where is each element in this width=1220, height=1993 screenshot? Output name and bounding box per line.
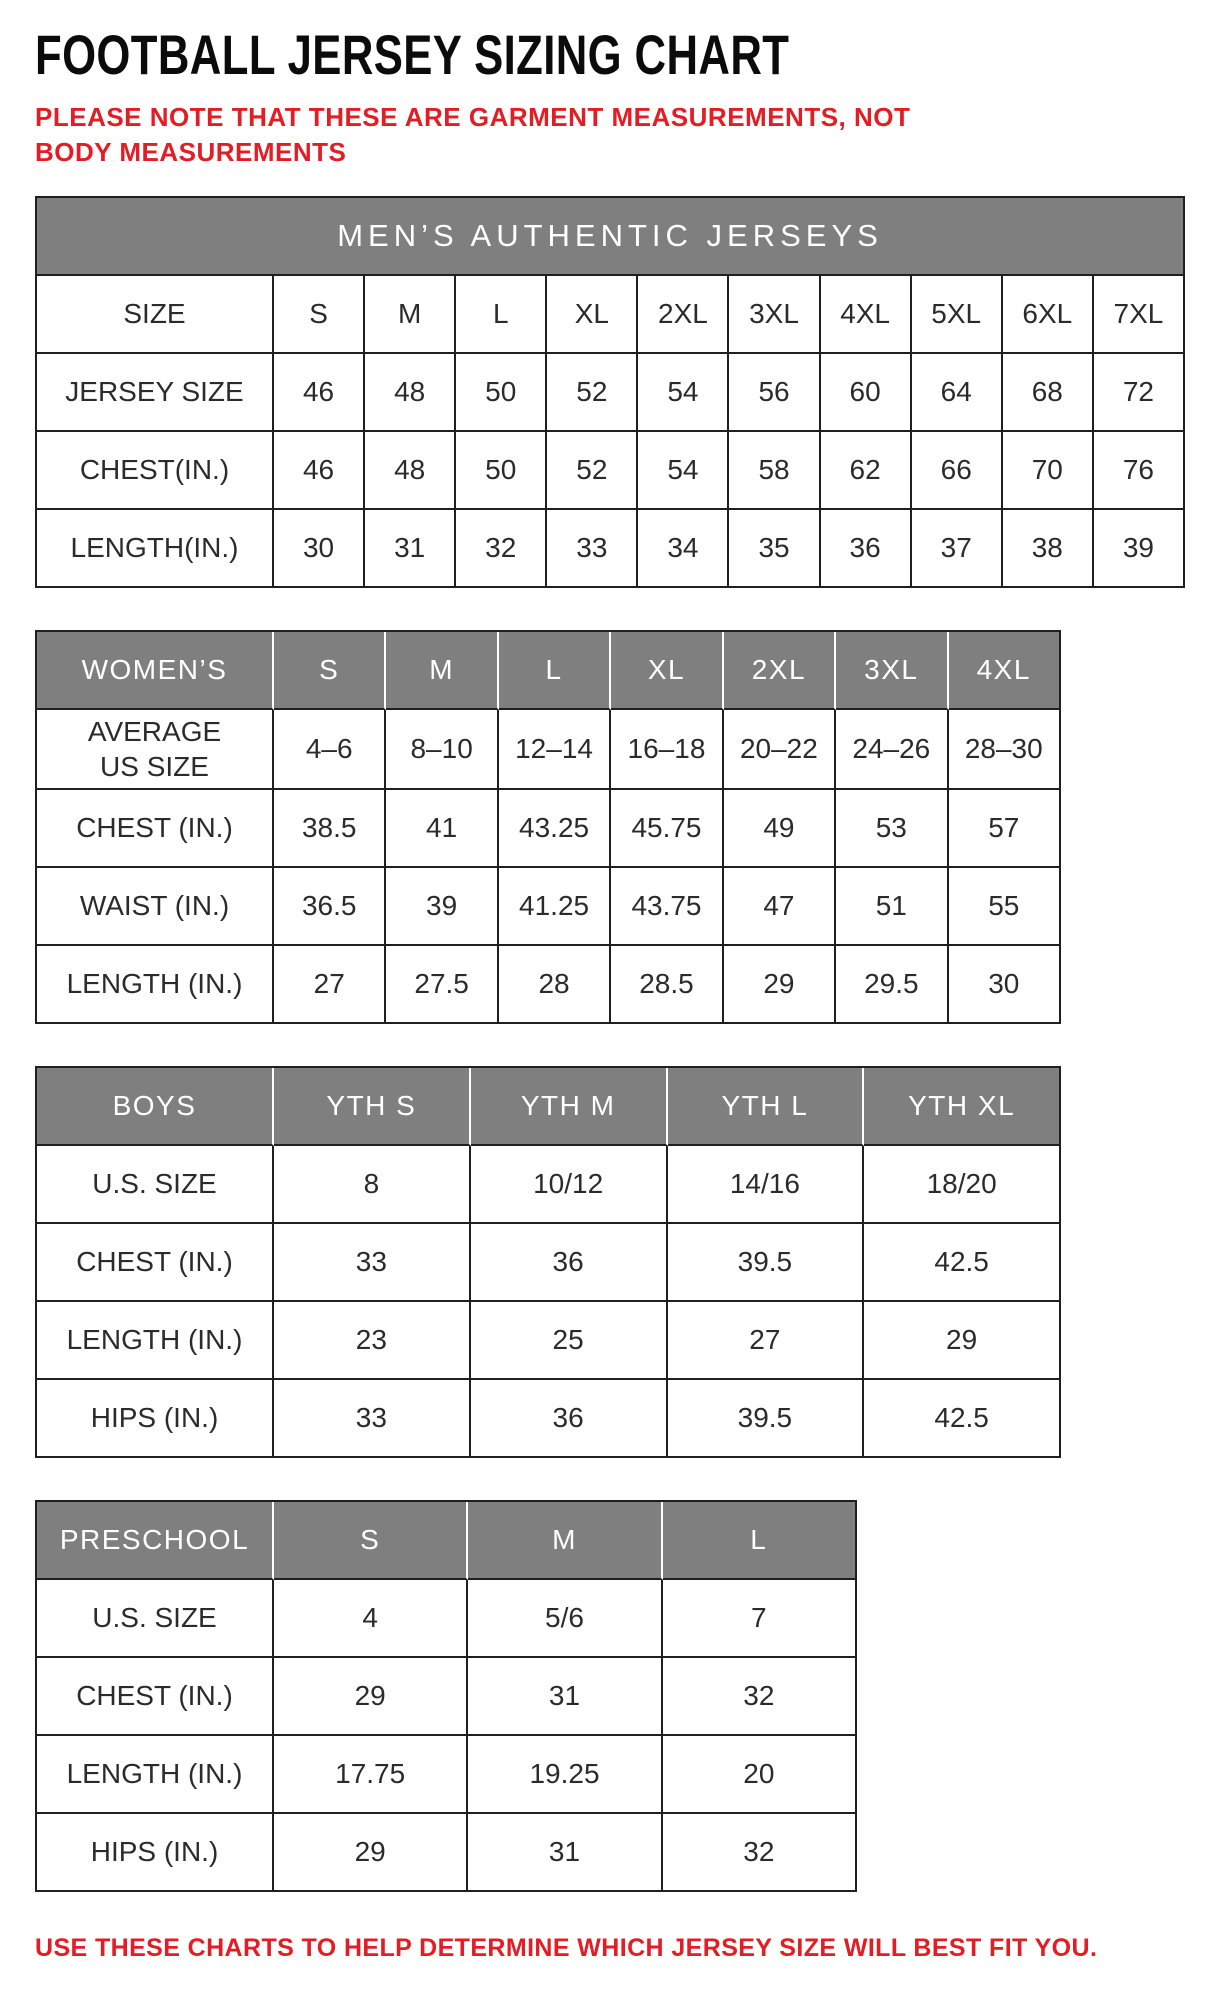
- column-header: YTH L: [668, 1068, 865, 1146]
- table-cell: 4: [274, 1580, 468, 1658]
- table-cell: 8–10: [386, 710, 498, 790]
- page-title: FOOTBALL JERSEY SIZING CHART: [35, 23, 790, 86]
- table-cell: 30: [274, 510, 365, 588]
- table-cell: 20: [663, 1736, 857, 1814]
- womens-chest-row: [37, 790, 1061, 868]
- table-cell: 41.25: [499, 868, 611, 946]
- table-cell: 29: [864, 1302, 1061, 1380]
- mens-chest-row: [37, 432, 1185, 510]
- column-header: XL: [611, 632, 723, 710]
- table-cell: 46: [274, 432, 365, 510]
- row-label: LENGTH (IN.): [37, 1302, 274, 1380]
- row-label: U.S. SIZE: [37, 1146, 274, 1224]
- column-header: L: [499, 632, 611, 710]
- column-header-size: SIZE: [37, 276, 274, 354]
- mens-length-row: [37, 510, 1185, 588]
- preschool-header-row: [37, 1502, 857, 1580]
- table-cell: 38.5: [274, 790, 386, 868]
- column-header: 2XL: [638, 276, 729, 354]
- row-label: CHEST (IN.): [37, 1224, 274, 1302]
- table-cell: 14/16: [668, 1146, 865, 1224]
- table-cell: 60: [821, 354, 912, 432]
- table-cell: 56: [729, 354, 820, 432]
- table-cell: 29: [274, 1658, 468, 1736]
- table-cell: 58: [729, 432, 820, 510]
- preschool-chest-row: [37, 1658, 857, 1736]
- row-label: LENGTH (IN.): [37, 1736, 274, 1814]
- row-label: JERSEY SIZE: [37, 354, 274, 432]
- womens-header-row: [37, 632, 1061, 710]
- table-title-boys: BOYS: [37, 1068, 274, 1146]
- womens-length-row: [37, 946, 1061, 1024]
- row-label: HIPS (IN.): [37, 1814, 274, 1892]
- column-header: YTH XL: [864, 1068, 1061, 1146]
- boys-us-size-row: [37, 1146, 1061, 1224]
- table-cell: 36: [471, 1224, 668, 1302]
- table-cell: 32: [663, 1658, 857, 1736]
- table-cell: 48: [365, 432, 456, 510]
- table-cell: 17.75: [274, 1736, 468, 1814]
- table-cell: 5/6: [468, 1580, 662, 1658]
- preschool-hips-row: [37, 1814, 857, 1892]
- table-cell: 18/20: [864, 1146, 1061, 1224]
- table-cell: 49: [724, 790, 836, 868]
- table-cell: 29: [724, 946, 836, 1024]
- table-cell: 68: [1003, 354, 1094, 432]
- row-label: CHEST(IN.): [37, 432, 274, 510]
- table-title-preschool: PRESCHOOL: [37, 1502, 274, 1580]
- column-header: 3XL: [729, 276, 820, 354]
- table-cell: 45.75: [611, 790, 723, 868]
- preschool-length-row: [37, 1736, 857, 1814]
- table-cell: 28.5: [611, 946, 723, 1024]
- table-cell: 53: [836, 790, 948, 868]
- column-header: S: [274, 276, 365, 354]
- column-header: 3XL: [836, 632, 948, 710]
- column-header: M: [386, 632, 498, 710]
- column-header: YTH S: [274, 1068, 471, 1146]
- column-header: L: [456, 276, 547, 354]
- row-label: CHEST (IN.): [37, 1658, 274, 1736]
- table-cell: 23: [274, 1302, 471, 1380]
- womens-sizing-table: [35, 630, 1061, 1024]
- row-label: LENGTH (IN.): [37, 946, 274, 1024]
- boys-chest-row: [37, 1224, 1061, 1302]
- table-cell: 33: [274, 1224, 471, 1302]
- table-cell: 57: [949, 790, 1061, 868]
- table-cell: 27.5: [386, 946, 498, 1024]
- table-cell: 52: [547, 432, 638, 510]
- mens-header-row: [37, 276, 1185, 354]
- table-cell: 7: [663, 1580, 857, 1658]
- table-cell: 50: [456, 354, 547, 432]
- table-cell: 55: [949, 868, 1061, 946]
- table-cell: 47: [724, 868, 836, 946]
- table-cell: 39: [1094, 510, 1185, 588]
- table-cell: 36: [471, 1380, 668, 1458]
- table-cell: 32: [663, 1814, 857, 1892]
- mens-authentic-jerseys-table: [35, 196, 1185, 588]
- table-cell: 42.5: [864, 1224, 1061, 1302]
- table-cell: 4–6: [274, 710, 386, 790]
- table-cell: 46: [274, 354, 365, 432]
- table-cell: 64: [912, 354, 1003, 432]
- table-cell: 31: [365, 510, 456, 588]
- table-cell: 43.75: [611, 868, 723, 946]
- column-header: 4XL: [949, 632, 1061, 710]
- table-cell: 36: [821, 510, 912, 588]
- table-cell: 31: [468, 1814, 662, 1892]
- row-label: HIPS (IN.): [37, 1380, 274, 1458]
- table-cell: 39.5: [668, 1224, 865, 1302]
- table-cell: 29.5: [836, 946, 948, 1024]
- table-cell: 8: [274, 1146, 471, 1224]
- table-cell: 70: [1003, 432, 1094, 510]
- table-cell: 38: [1003, 510, 1094, 588]
- table-cell: 27: [668, 1302, 865, 1380]
- column-header: S: [274, 632, 386, 710]
- table-cell: 33: [274, 1380, 471, 1458]
- column-header: XL: [547, 276, 638, 354]
- preschool-us-size-row: [37, 1580, 857, 1658]
- row-label: AVERAGE US SIZE: [37, 710, 274, 790]
- column-header: M: [468, 1502, 662, 1580]
- table-cell: 72: [1094, 354, 1185, 432]
- table-cell: 35: [729, 510, 820, 588]
- column-header: L: [663, 1502, 857, 1580]
- table-cell: 43.25: [499, 790, 611, 868]
- table-cell: 39.5: [668, 1380, 865, 1458]
- column-header: 4XL: [821, 276, 912, 354]
- womens-waist-row: [37, 868, 1061, 946]
- table-cell: 25: [471, 1302, 668, 1380]
- table-cell: 12–14: [499, 710, 611, 790]
- table-cell: 20–22: [724, 710, 836, 790]
- table-cell: 27: [274, 946, 386, 1024]
- table-cell: 30: [949, 946, 1061, 1024]
- table-cell: 37: [912, 510, 1003, 588]
- table-cell: 42.5: [864, 1380, 1061, 1458]
- table-cell: 54: [638, 432, 729, 510]
- table-cell: 31: [468, 1658, 662, 1736]
- row-label: WAIST (IN.): [37, 868, 274, 946]
- table-cell: 33: [547, 510, 638, 588]
- column-header: YTH M: [471, 1068, 668, 1146]
- column-header: S: [274, 1502, 468, 1580]
- boys-hips-row: [37, 1380, 1061, 1458]
- row-label: U.S. SIZE: [37, 1580, 274, 1658]
- table-cell: 66: [912, 432, 1003, 510]
- row-label: LENGTH(IN.): [37, 510, 274, 588]
- column-header: M: [365, 276, 456, 354]
- mens-table-title: MEN’S AUTHENTIC JERSEYS: [37, 198, 1185, 276]
- table-cell: 52: [547, 354, 638, 432]
- table-cell: 48: [365, 354, 456, 432]
- table-cell: 32: [456, 510, 547, 588]
- table-cell: 19.25: [468, 1736, 662, 1814]
- boys-sizing-table: [35, 1066, 1061, 1458]
- boys-length-row: [37, 1302, 1061, 1380]
- womens-us-size-row: [37, 710, 1061, 790]
- row-label: CHEST (IN.): [37, 790, 274, 868]
- fit-advice-note: USE THESE CHARTS TO HELP DETERMINE WHICH JERSEY SIZE WILL BEST FIT YOU.: [35, 1933, 1098, 1962]
- table-cell: 51: [836, 868, 948, 946]
- sizing-chart-page: [35, 24, 1185, 1963]
- preschool-sizing-table: [35, 1500, 857, 1892]
- column-header: 5XL: [912, 276, 1003, 354]
- table-cell: 10/12: [471, 1146, 668, 1224]
- column-header: 6XL: [1003, 276, 1094, 354]
- table-cell: 36.5: [274, 868, 386, 946]
- table-cell: 34: [638, 510, 729, 588]
- mens-banner-row: [37, 198, 1185, 276]
- table-cell: 41: [386, 790, 498, 868]
- table-cell: 62: [821, 432, 912, 510]
- table-cell: 16–18: [611, 710, 723, 790]
- table-cell: 28: [499, 946, 611, 1024]
- table-title-womens: WOMEN’S: [37, 632, 274, 710]
- table-cell: 54: [638, 354, 729, 432]
- table-cell: 24–26: [836, 710, 948, 790]
- mens-jersey-size-row: [37, 354, 1185, 432]
- column-header: 7XL: [1094, 276, 1185, 354]
- table-cell: 50: [456, 432, 547, 510]
- table-cell: 39: [386, 868, 498, 946]
- table-cell: 29: [274, 1814, 468, 1892]
- column-header: 2XL: [724, 632, 836, 710]
- table-cell: 76: [1094, 432, 1185, 510]
- garment-measurement-note: PLEASE NOTE THAT THESE ARE GARMENT MEASUREMENTS, NOT BODY MEASUREMENTS: [35, 101, 911, 167]
- boys-header-row: [37, 1068, 1061, 1146]
- table-cell: 28–30: [949, 710, 1061, 790]
